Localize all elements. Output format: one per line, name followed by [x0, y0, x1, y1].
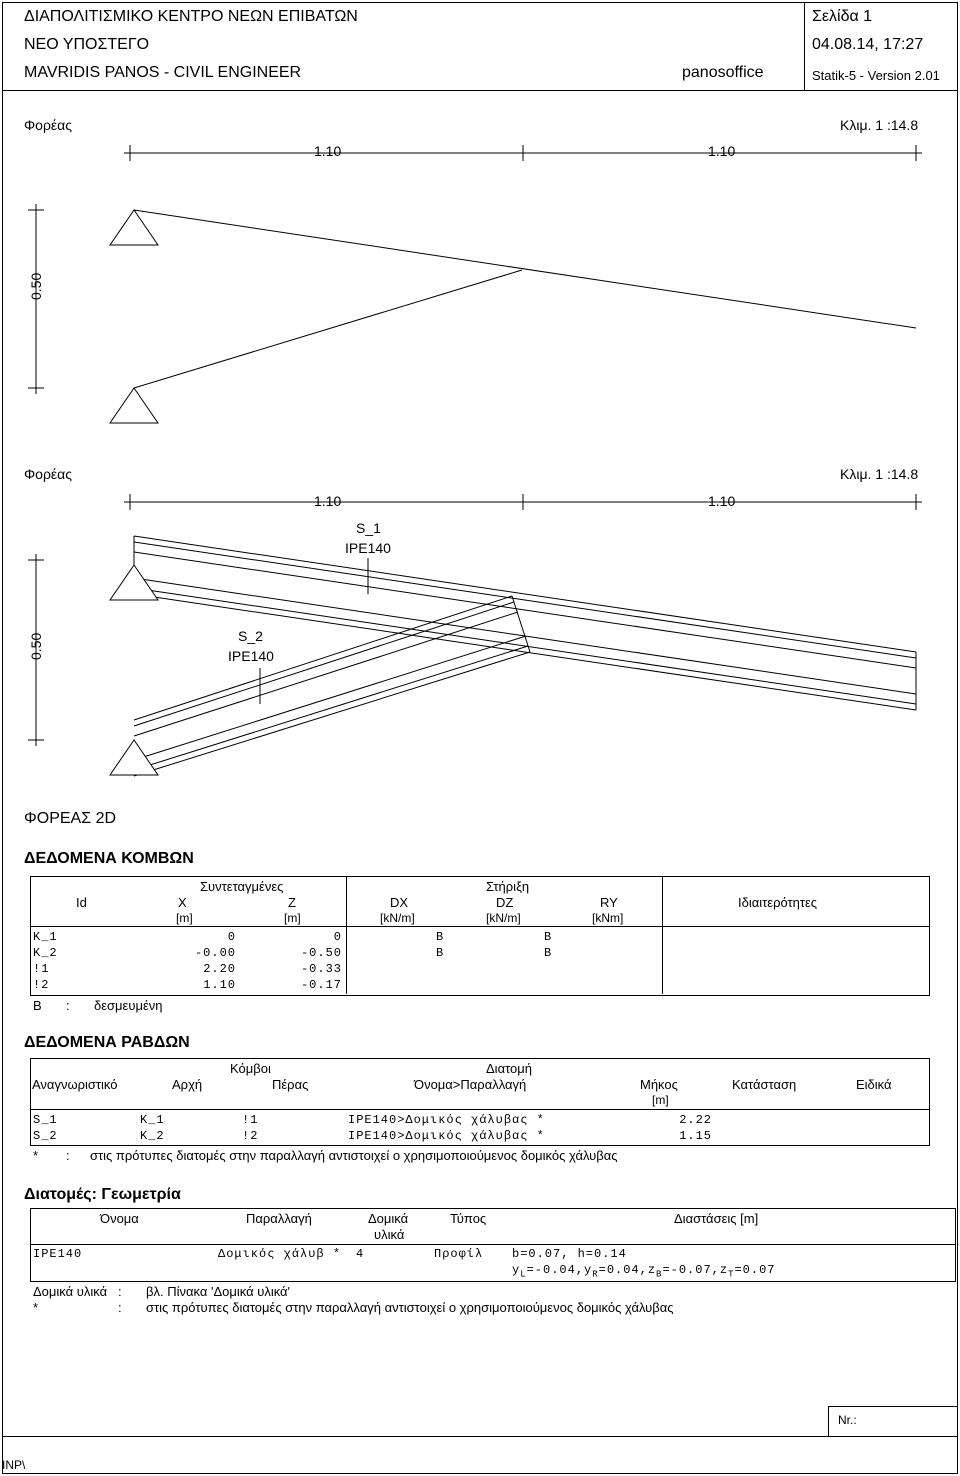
footer-nr-label: Nr.:	[838, 1413, 857, 1427]
member-id: S_2	[33, 1129, 58, 1143]
print-datetime: 04.08.14, 17:27	[812, 36, 924, 53]
nodes-legend-colon: :	[66, 998, 70, 1013]
nodes-unit-x: [m]	[176, 911, 193, 925]
sections-note1-key: Δομικά υλικά	[33, 1284, 108, 1299]
footer-rule	[2, 1436, 958, 1437]
drawing1-scale: Κλιμ. 1 :14.8	[840, 117, 919, 133]
drawing2-canvas	[0, 488, 960, 788]
section-name: IPE140	[33, 1247, 83, 1261]
drawing2-dim-x2: 1.10	[708, 493, 736, 509]
engineer-name: MAVRIDIS PANOS - CIVIL ENGINEER	[24, 64, 302, 81]
node-dz: B	[544, 946, 553, 960]
nodes-unit-ry: [kNm]	[592, 911, 624, 925]
sections-col-variant: Παραλλαγή	[246, 1211, 312, 1226]
member-end: !1	[242, 1113, 259, 1127]
office-name: panosoffice	[682, 64, 764, 81]
page-number: Σελίδα 1	[812, 8, 873, 25]
member-id: S_1	[33, 1113, 58, 1127]
nodes-group-coords: Συντεταγμένες	[200, 879, 284, 894]
member-s1-profile: IPE140	[345, 540, 391, 556]
nodes-section-title: ΔΕΔΟΜΕΝΑ ΚΟΜΒΩΝ	[24, 850, 194, 867]
nodes-legend-key: B	[33, 998, 42, 1013]
members-col-id: Αναγνωριστικό	[32, 1077, 118, 1092]
member-s1-label: S_1	[356, 520, 381, 536]
member-start: K_1	[140, 1113, 165, 1127]
drawing2-scale: Κλιμ. 1 :14.8	[840, 466, 919, 482]
nodes-table	[30, 876, 930, 996]
node-dx: B	[436, 946, 445, 960]
drawing1-label: Φορέας	[24, 117, 73, 133]
project-subtitle: ΝΕΟ ΥΠΟΣΤΕΓΟ	[24, 36, 150, 53]
footer-divider	[828, 1406, 829, 1436]
nodes-legend-text: δεσμευμένη	[94, 998, 163, 1013]
nodes-unit-z: [m]	[284, 911, 301, 925]
node-x: 1.10	[203, 978, 236, 992]
drawing2-dim-y: 0.50	[28, 632, 44, 660]
nodes-unit-dx: [kN/m]	[380, 911, 415, 925]
members-note-key: *	[33, 1148, 39, 1163]
section-type: Προφίλ	[434, 1247, 484, 1261]
section-dims-line1: b=0.07, h=0.14	[512, 1247, 627, 1261]
members-group-nodes: Κόμβοι	[230, 1061, 271, 1076]
sections-note2-colon: :	[118, 1300, 122, 1315]
node-x: -0.00	[194, 946, 236, 960]
member-s2-profile: IPE140	[228, 648, 274, 664]
member-s2-line	[134, 270, 522, 388]
drawing1-dim-y: 0.50	[28, 272, 44, 300]
members-group-section: Διατομή	[486, 1061, 532, 1076]
footer-path: INP\	[2, 1458, 26, 1472]
sections-note2-text: στις πρότυπες διατομές στην παραλλαγή αντιστοιχεί ο χρησιμοποιούμενος δομικός χάλυβας	[146, 1300, 674, 1315]
members-unit-length: [m]	[652, 1093, 669, 1107]
node-x: 2.20	[203, 962, 236, 976]
sections-col-material-1: Δομικά	[368, 1211, 409, 1226]
header-bottom-rule	[2, 90, 958, 91]
node-z: -0.33	[300, 962, 342, 976]
drawing1-dim-x2: 1.10	[708, 143, 736, 159]
project-title: ΔΙΑΠΟΛΙΤΙΣΜΙΚΟ ΚΕΝΤΡΟ ΝΕΩΝ ΕΠΙΒΑΤΩΝ	[24, 8, 358, 25]
section-dims-line2: $y_L=-0.04,y_R=0.04,z_B=-0.07,z_T=0.07$	[512, 1263, 776, 1280]
support-k1	[110, 210, 158, 245]
sections-col-material-2: υλικά	[374, 1227, 405, 1242]
sections-col-dims: Διαστάσεις [m]	[674, 1211, 759, 1226]
nodes-unit-dz: [kN/m]	[486, 911, 521, 925]
node-id: K_2	[33, 946, 58, 960]
sections-note1-text: βλ. Πίνακα 'Δομικά υλικά'	[146, 1284, 291, 1299]
section-material: 4	[356, 1247, 365, 1261]
nodes-col-z: Z	[288, 895, 296, 910]
members-col-section: Όνομα>Παραλλαγή	[414, 1077, 527, 1092]
node-z: -0.17	[300, 978, 342, 992]
sections-note2-key: *	[33, 1300, 39, 1315]
node-dz: B	[544, 930, 553, 944]
support-k2	[110, 388, 158, 423]
nodes-col-props: Ιδιαιτερότητες	[738, 895, 818, 910]
member-section: IPE140>Δομικός χάλυβας *	[348, 1129, 545, 1143]
members-col-state: Κατάσταση	[732, 1077, 797, 1092]
member-end: !2	[242, 1129, 259, 1143]
node-id: !1	[33, 962, 50, 976]
node-x: 0	[227, 930, 236, 944]
member-length: 2.22	[679, 1113, 712, 1127]
drawing2-label: Φορέας	[24, 466, 73, 482]
node-id: K_1	[33, 930, 58, 944]
members-note-text: στις πρότυπες διατομές στην παραλλαγή αντιστοιχεί ο χρησιμοποιούμενος δομικός χάλυβας	[90, 1148, 618, 1163]
section-variant: Δομικός χάλυβ *	[218, 1247, 342, 1261]
nodes-col-dz: DZ	[496, 895, 514, 910]
member-length: 1.15	[679, 1129, 712, 1143]
members-col-start: Αρχή	[172, 1077, 203, 1092]
members-note-colon: :	[66, 1148, 70, 1163]
member-s2-label: S_2	[238, 628, 263, 644]
nodes-col-x: X	[178, 895, 187, 910]
drawing1-dim-x1: 1.10	[314, 143, 342, 159]
node-dx: B	[436, 930, 445, 944]
members-col-length: Μήκος	[640, 1077, 678, 1092]
sections-table	[30, 1208, 956, 1282]
support-k2	[110, 740, 158, 775]
header-divider	[804, 2, 805, 90]
sections-col-type: Τύπος	[450, 1211, 487, 1226]
sections-title: Διατομές: Γεωμετρία	[24, 1186, 181, 1203]
structure-title: ΦΟΡΕΑΣ 2D	[24, 810, 117, 827]
nodes-col-id: Id	[76, 895, 87, 910]
nodes-col-dx: DX	[390, 895, 409, 910]
member-start: K_2	[140, 1129, 165, 1143]
members-section-title: ΔΕΔΟΜΕΝΑ ΡΑΒΔΩΝ	[24, 1034, 190, 1051]
support-k1	[110, 565, 158, 600]
sections-note1-colon: :	[118, 1284, 122, 1299]
member-s1-line	[134, 210, 916, 328]
node-z: 0	[333, 930, 342, 944]
nodes-group-support: Στήριξη	[486, 879, 530, 894]
beam-s1	[134, 536, 916, 710]
drawing2-dim-x1: 1.10	[314, 493, 342, 509]
members-col-end: Πέρας	[272, 1077, 309, 1092]
members-col-special: Ειδικά	[856, 1077, 892, 1092]
software-version: Statik-5 - Version 2.01	[812, 68, 940, 83]
node-id: !2	[33, 978, 50, 992]
drawing1-canvas	[0, 140, 960, 440]
sections-col-name: Όνομα	[100, 1211, 139, 1226]
node-z: -0.50	[300, 946, 342, 960]
member-section: IPE140>Δομικός χάλυβας *	[348, 1113, 545, 1127]
nodes-col-ry: RY	[600, 895, 618, 910]
